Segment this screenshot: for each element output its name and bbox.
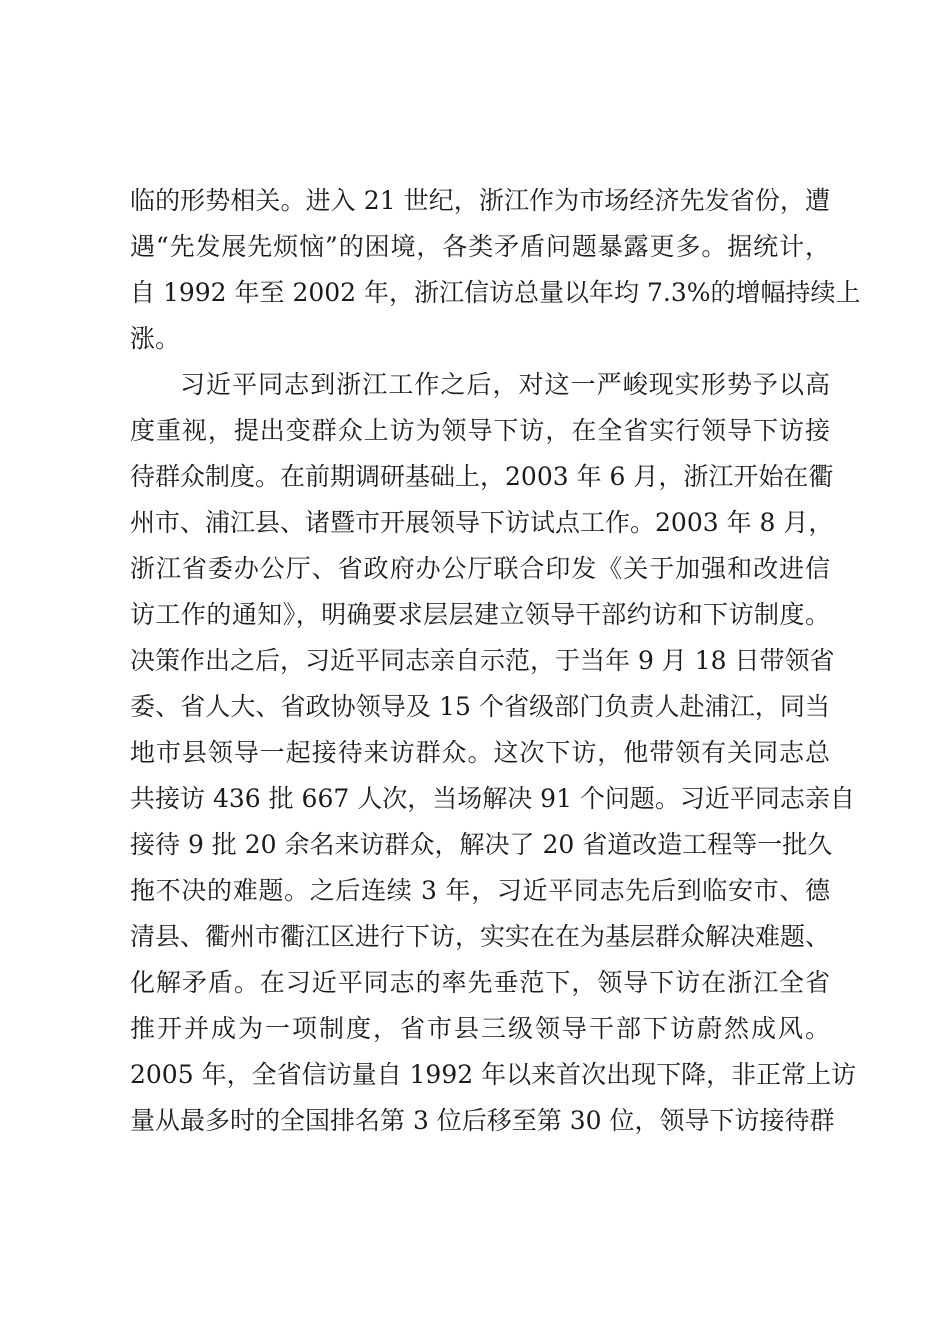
text-line: 浙江省委办公厅、省政府办公厅联合印发《关于加强和改进信 [130, 554, 830, 583]
text-line: 共接访 436 批 667 人次，当场解决 91 个问题。习近平同志亲自 [130, 784, 855, 813]
text-line: 地市县领导一起接待来访群众。这次下访，他带领有关同志总 [130, 738, 830, 767]
text-line: 临的形势相关。进入 21 世纪，浙江作为市场经济先发省份，遭 [130, 186, 830, 215]
text-line: 遇“先发展先烦恼”的困境，各类矛盾问题暴露更多。据统计， [130, 232, 830, 261]
text-line: 2005 年，全省信访量自 1992 年以来首次出现下降，非正常上访 [130, 1060, 857, 1089]
text-line: 委、省人大、省政协领导及 15 个省级部门负责人赴浦江，同当 [130, 692, 830, 721]
text-line: 访工作的通知》，明确要求层层建立领导干部约访和下访制度。 [130, 600, 830, 629]
text-line: 习近平同志到浙江工作之后，对这一严峻现实形势予以高 [180, 370, 830, 399]
text-line: 涨。 [130, 324, 181, 353]
text-line: 拖不决的难题。之后连续 3 年，习近平同志先后到临安市、德 [130, 876, 830, 905]
text-line: 接待 9 批 20 余名来访群众，解决了 20 省道改造工程等一批久 [130, 830, 833, 859]
body-text [130, 178, 861, 1144]
text-line: 清县、衢州市衢江区进行下访，实实在在为基层群众解决难题、 [130, 922, 831, 951]
text-line: 决策作出之后，习近平同志亲自示范，于当年 9 月 18 日带领省 [130, 646, 835, 675]
text-line: 自 1992 年至 2002 年，浙江信访总量以年均 7.3%的增幅持续上 [130, 278, 861, 307]
text-line: 推开并成为一项制度，省市县三级领导干部下访蔚然成风。 [130, 1014, 830, 1043]
paragraph-1 [130, 178, 861, 362]
paragraph-2 [130, 362, 857, 1144]
text-line: 度重视，提出变群众上访为领导下访，在全省实行领导下访接 [130, 416, 830, 445]
text-line: 量从最多时的全国排名第 3 位后移至第 30 位，领导下访接待群 [130, 1106, 835, 1135]
text-line: 待群众制度。在前期调研基础上，2003 年 6 月，浙江开始在衢 [130, 462, 834, 491]
text-line: 化解矛盾。在习近平同志的率先垂范下，领导下访在浙江全省 [130, 968, 830, 997]
text-line: 州市、浦江县、诸暨市开展领导下访试点工作。2003 年 8 月， [130, 508, 834, 537]
